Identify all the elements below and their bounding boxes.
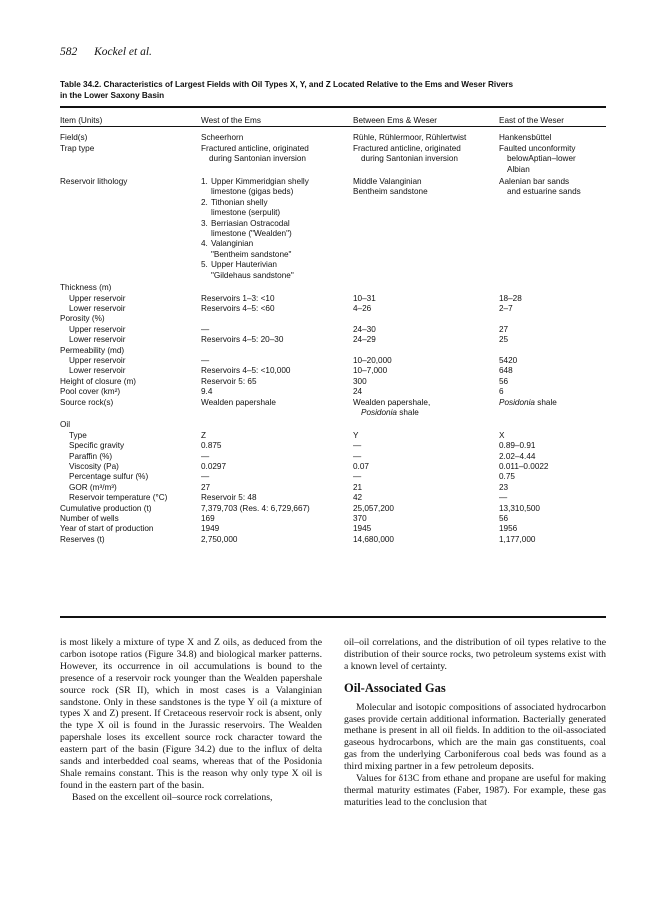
cell-east: 25	[499, 335, 509, 345]
cell-item: Reservoir temperature (°C)	[69, 493, 168, 503]
cell-line: Faulted unconformity	[499, 143, 576, 153]
cell-east: 18–28	[499, 293, 522, 303]
cell-text: shale	[396, 407, 419, 417]
cell-west: Reservoirs 4–5: <60	[201, 303, 275, 313]
table-row	[60, 294, 606, 304]
lithology-list-item	[201, 219, 353, 240]
table-row	[60, 325, 606, 335]
cell-between: 25,057,200	[353, 503, 394, 513]
cell-west: 27	[201, 482, 211, 492]
cell-west: 0.875	[201, 441, 222, 451]
cell-east: 5420	[499, 355, 518, 365]
cell-line: "Gildehaus sandstone"	[211, 270, 294, 280]
lithology-list-item	[201, 198, 353, 219]
table-header-row	[60, 116, 606, 126]
cell-east: 13,310,500	[499, 503, 540, 513]
column-header: Between Ems & Weser	[353, 116, 438, 125]
lithology-list-item	[201, 239, 353, 260]
column-header: East of the Weser	[499, 116, 564, 125]
list-number: 5.	[201, 260, 208, 270]
body-column-left	[60, 637, 322, 804]
cell-line: Wealden papershale,	[353, 397, 431, 407]
cell-item: Permeability (md)	[60, 345, 125, 355]
cell-east	[499, 398, 606, 419]
cell-line: during Santonian inversion	[361, 154, 458, 164]
cell-between: 24–30	[353, 324, 376, 334]
cell-item: GOR (m³/m³)	[69, 482, 117, 492]
list-text	[211, 198, 353, 219]
cell-west: Wealden papershale	[201, 397, 276, 407]
cell-east	[499, 314, 606, 324]
cell-west: 1949	[201, 524, 220, 534]
column-header: West of the Ems	[201, 116, 261, 125]
italic-term: Posidonia	[499, 397, 535, 407]
cell-east: 0.89–0.91	[499, 441, 536, 451]
cell-item: Pool cover (km²)	[60, 387, 121, 397]
list-number: 1.	[201, 177, 208, 187]
cell-item: Thickness (m)	[60, 283, 112, 293]
body-paragraph: Molecular and isotopic compositions of associated hydrocarbon gases provide certain additional information. Bacterially generated methane is present in all oil fields. In addition to the oil-associated gaseous hydrocarbons, which are the main gas constituents, coal gas from the underlying Carboniferous coal beds was found as a third mixing partner in a few petroleum deposits.	[344, 701, 606, 773]
cell-line: limestone ("Wealden")	[211, 229, 292, 239]
table-row	[60, 387, 606, 397]
cell-between	[353, 420, 499, 430]
cell-between: 14,680,000	[353, 534, 394, 544]
cell-line: during Santonian inversion	[209, 154, 306, 164]
cell-between: 10–31	[353, 293, 376, 303]
table-row	[60, 335, 606, 345]
cell-west: 0.0297	[201, 462, 227, 471]
cell-between	[353, 144, 499, 175]
cell-east	[499, 177, 606, 281]
cell-item: Lower reservoir	[69, 335, 126, 345]
cell-east	[499, 346, 606, 356]
italic-term: Posidonia	[361, 407, 397, 417]
cell-item: Lower reservoir	[69, 366, 126, 376]
list-number: 3.	[201, 218, 208, 228]
table-row	[60, 514, 606, 524]
cell-line: Bentheim sandstone	[353, 187, 428, 197]
table-row	[60, 504, 606, 514]
cell-west: Reservoir 5: 65	[201, 376, 257, 386]
table-bottom-rule	[60, 616, 606, 618]
cell-east	[499, 144, 606, 175]
table-row	[60, 283, 606, 293]
cell-between	[353, 283, 499, 293]
cell-east: 1956	[499, 524, 518, 534]
cell-east: 0.011–0.0022	[499, 462, 549, 471]
cell-east: 2.02–4.44	[499, 451, 536, 461]
cell-west: 7,379,703 (Res. 4: 6,729,667)	[201, 503, 310, 513]
cell-between: 4–26	[353, 303, 372, 313]
cell-line: Fractured anticline, originated	[353, 143, 461, 153]
table-row	[60, 452, 606, 462]
list-number: 4.	[201, 239, 208, 249]
cell-west	[201, 314, 353, 324]
table-row	[60, 304, 606, 314]
cell-item: Upper reservoir	[69, 324, 126, 334]
cell-line: Valanginian	[211, 239, 254, 249]
cell-west: 169	[201, 514, 215, 524]
cell-between: 24–29	[353, 335, 376, 345]
body-paragraph: Based on the excellent oil–source rock correlations,	[72, 791, 273, 803]
caption-line: in the Lower Saxony Basin	[60, 91, 165, 100]
table-row	[60, 366, 606, 376]
data-table	[60, 113, 606, 545]
cell-between: 42	[353, 493, 363, 503]
list-text	[211, 260, 353, 281]
table-row	[60, 535, 606, 545]
cell-between	[353, 177, 499, 281]
cell-east: 23	[499, 482, 509, 492]
cell-between	[353, 346, 499, 356]
cell-east: 648	[499, 366, 513, 376]
cell-west	[201, 144, 353, 175]
cell-line: and estuarine sands	[507, 187, 581, 197]
table-row	[60, 483, 606, 493]
table-top-rule	[60, 106, 606, 108]
cell-item: Number of wells	[60, 514, 119, 524]
body-column-right	[344, 637, 606, 809]
table-row	[60, 493, 606, 503]
table-row	[60, 314, 606, 324]
cell-line: Albian	[507, 164, 530, 174]
body-paragraph: Values for δ13C from ethane and propane are useful for making thermal maturity estimates (Faber, 1987). For example, these gas maturities lead to the conclusion that	[344, 773, 606, 808]
cell-item: Oil	[60, 420, 71, 430]
cell-item: Year of start of production	[60, 524, 154, 534]
cell-line: "Bentheim sandstone"	[211, 249, 292, 259]
cell-east: 2–7	[499, 303, 513, 313]
table-row	[60, 524, 606, 534]
cell-line: Berriasian Ostracodal	[211, 218, 290, 228]
cell-between: 0.07	[353, 462, 369, 471]
cell-between: —	[353, 472, 362, 482]
cell-west: 2,750,000	[201, 534, 238, 544]
cell-item: Field(s)	[60, 133, 88, 143]
body-paragraph: oil–oil correlations, and the distribution of oil types relative to the distribution of their source rocks, two petroleum systems exist with a known level of certainty.	[344, 637, 606, 672]
table-row	[60, 377, 606, 387]
cell-west	[201, 420, 353, 430]
cell-item: Reservoir lithology	[60, 177, 128, 187]
cell-west: —	[201, 355, 210, 365]
cell-item: Lower reservoir	[69, 303, 126, 313]
cell-between: 370	[353, 514, 367, 524]
cell-line: Upper Hauterivian	[211, 260, 277, 270]
cell-east: —	[499, 493, 508, 503]
cell-line: belowAptian–lower	[507, 154, 576, 164]
cell-between: 21	[353, 482, 363, 492]
cell-item: Source rock(s)	[60, 397, 114, 407]
cell-item: Percentage sulfur (%)	[69, 472, 149, 482]
cell-item: Specific gravity	[69, 441, 125, 451]
cell-west: Z	[201, 430, 207, 440]
section-heading: Oil-Associated Gas	[344, 680, 446, 695]
column-header: Item (Units)	[60, 116, 103, 125]
cell-item: Upper reservoir	[69, 293, 126, 303]
table-caption	[60, 79, 610, 101]
list-text	[211, 239, 353, 260]
cell-item: Reserves (t)	[60, 534, 105, 544]
cell-between	[353, 398, 499, 419]
cell-item: Trap type	[60, 143, 95, 153]
cell-item: Height of closure (m)	[60, 376, 136, 386]
table-row	[60, 472, 606, 482]
cell-west: —	[201, 472, 210, 482]
cell-west: Reservoirs 4–5: 20–30	[201, 335, 284, 345]
list-text	[211, 219, 353, 240]
running-head	[60, 46, 152, 58]
cell-west: 9.4	[201, 387, 213, 397]
cell-west	[201, 346, 353, 356]
cell-line	[353, 408, 499, 418]
cell-east	[499, 283, 606, 293]
cell-east	[499, 420, 606, 430]
cell-between: —	[353, 441, 362, 451]
cell-east: 56	[499, 376, 509, 386]
cell-item: Porosity (%)	[60, 314, 105, 324]
page-number: 582	[60, 46, 78, 58]
cell-west	[201, 177, 353, 281]
table-row	[60, 346, 606, 356]
table-row	[60, 441, 606, 451]
cell-between: 10–20,000	[353, 355, 392, 365]
running-head-authors: Kockel et al.	[94, 46, 152, 58]
list-number: 2.	[201, 197, 208, 207]
cell-between: 1945	[353, 524, 372, 534]
cell-line: limestone (gigas beds)	[211, 187, 294, 197]
table-row	[60, 462, 606, 472]
cell-west: —	[201, 324, 210, 334]
cell-item: Cumulative production (t)	[60, 503, 152, 513]
cell-line: Tithonian shelly	[211, 197, 268, 207]
cell-line: Aalenian bar sands	[499, 177, 570, 187]
cell-west: Scheerhorn	[201, 133, 244, 143]
table-row	[60, 420, 606, 430]
cell-west: Reservoir 5: 48	[201, 493, 257, 503]
lithology-list-item	[201, 260, 353, 281]
cell-line: limestone (serpulit)	[211, 208, 281, 218]
cell-east: 0.75	[499, 472, 515, 482]
cell-between	[353, 314, 499, 324]
list-text	[211, 177, 353, 198]
cell-item: Viscosity (Pa)	[69, 462, 119, 471]
cell-item: Upper reservoir	[69, 355, 126, 365]
table-row	[60, 398, 606, 419]
cell-between: —	[353, 451, 362, 461]
cell-between: 24	[353, 387, 363, 397]
cell-between: Rühle, Rühlermoor, Rühlertwist	[353, 133, 467, 143]
cell-line: Middle Valanginian	[353, 177, 422, 187]
lithology-list-item	[201, 177, 353, 198]
table-row	[60, 144, 606, 175]
cell-west: —	[201, 451, 210, 461]
cell-east: 6	[499, 387, 504, 397]
cell-east: Hankensbüttel	[499, 133, 552, 143]
cell-east: 56	[499, 514, 509, 524]
cell-between: 300	[353, 376, 367, 386]
cell-west: Reservoirs 4–5: <10,000	[201, 366, 291, 376]
cell-west	[201, 283, 353, 293]
cell-east: 27	[499, 324, 509, 334]
table-row	[60, 356, 606, 366]
cell-west: Reservoirs 1–3: <10	[201, 293, 275, 303]
body-paragraph: is most likely a mixture of type X and Z oils, as deduced from the carbon isotope ratios (Figure 34.8) and biological marker patterns. However, its occurrence in oil accumulations is bound to the presence of a reservoir rock younger than the Wealden papershale source rock (SR II), which in most cases is a Valanginian sandstone. Only in these sandstones is the type Y oil (a mixture of types X and Z) present. If Cretaceous reservoir rock is absent, only the type X oil is found in the Jurassic reservoirs. The Wealden papershale loses its excellent source rock character toward the eastern part of the basin (Figure 34.2) due to the influx of delta sands and interbedded coal seams, whereas that of the Posidonia Shale remains constant. This is the reason why only type X oil is found in the eastern part of the basin.	[60, 637, 322, 791]
cell-east: 1,177,000	[499, 534, 536, 544]
cell-line: Fractured anticline, originated	[201, 143, 309, 153]
cell-item: Paraffin (%)	[69, 451, 113, 461]
cell-item: Type	[69, 430, 87, 440]
cell-between: 10–7,000	[353, 366, 388, 376]
table-row	[60, 133, 606, 143]
table-row	[60, 177, 606, 281]
cell-between: Y	[353, 430, 359, 440]
table-row	[60, 431, 606, 441]
cell-east: X	[499, 430, 505, 440]
caption-line: Table 34.2. Characteristics of Largest Fields with Oil Types X, Y, and Z Located Relative to the Ems and Weser Rivers	[60, 80, 514, 89]
cell-text: shale	[534, 397, 557, 407]
cell-line: Upper Kimmeridgian shelly	[211, 177, 309, 187]
